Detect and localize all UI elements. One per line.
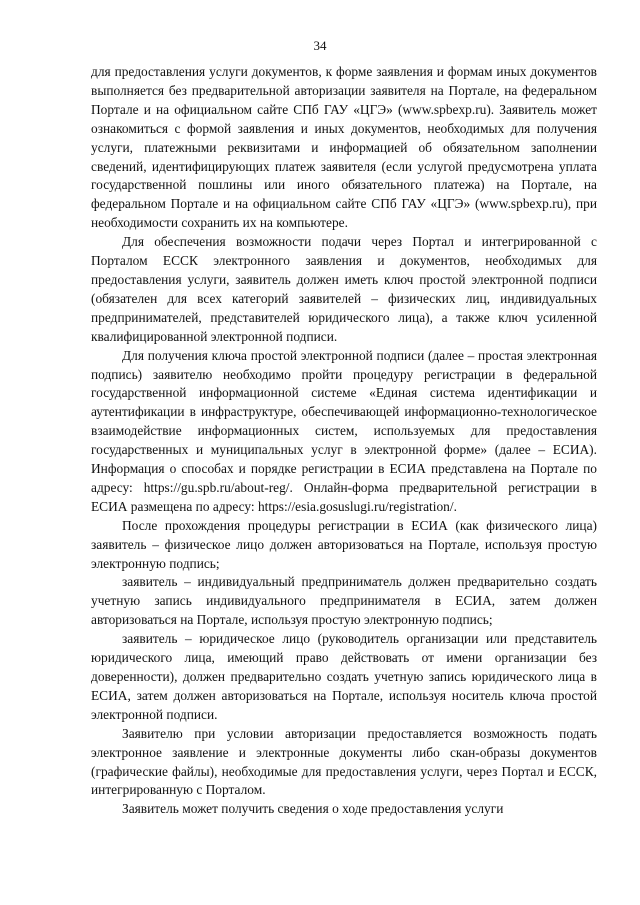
paragraph-legal-entity-authorization: заявитель – юридическое лицо (руководитель организации или представитель юридического лица, имеющий право действовать от имени организации без доверенности), должен предварительно создать учетную запись юридического лица в ЕСИА, затем должен авторизоваться на Портале, используя носитель ключа простой электронной подписи. — [91, 631, 597, 722]
paragraph-status-info: Заявитель может получить сведения о ходе предоставления услуги — [122, 801, 504, 817]
paragraph-esia-registration: Для получения ключа простой электронной подписи (далее – простая электронная подпись) заявителю необходимо пройти процедуру регистрации в федеральной государственной информационной системе «Единая система идентификации и аутентификации в инфраструктуре, обеспечивающей информационно-технологическое взаимодействие информационных систем, используемых для предоставления государственных и муниципальных услуг в электронной форме» (далее – ЕСИА). Информация о способах и порядке регистрации в ЕСИА представлена на Портале по адресу: https://gu.spb.ru/about-reg/. Онлайн-форма предварительной регистрации в ЕСИА размещена по адресу: https://esia.gosuslugi.ru/registration/. — [91, 347, 597, 514]
body-text — [91, 63, 597, 819]
paragraph-entrepreneur-authorization: заявитель – индивидуальный предприниматель должен предварительно создать учетную запись индивидуального предпринимателя в ЕСИА, затем должен авторизоваться на Портале, используя простую электронную подпись; — [91, 574, 597, 628]
paragraph-form-access: для предоставления услуги документов, к форме заявления и формам иных документов выполняется без предварительной авторизации заявителя на Портале, на федеральном Портале и на официальном сайте СПб ГАУ «ЦГЭ» (www.spbexp.ru). Заявитель может ознакомиться с формой заявления и иных документов, необходимых для получения услуги, платежными реквизитами и информацией об обязательном заполнении сведений, идентифицирующих платеж заявителя (если услугой предусмотрена уплата государственной пошлины или иного обязательного платежа) на Портале, на федеральном Портале и на официальном сайте СПб ГАУ «ЦГЭ» (www.spbexp.ru), при необходимости сохранить их на компьютере. — [91, 64, 597, 231]
paragraph-signature-requirement: Для обеспечения возможности подачи через Портал и интегрированной с Порталом ЕССК электронного заявления и документов, необходимых для предоставления услуги, заявитель должен иметь ключ простой электронной подписи (обязателен для всех категорий заявителей – физических лиц, индивидуальных предпринимателей, представителей юридического лица), а также ключ усиленной квалифицированной электронной подписи. — [91, 234, 597, 344]
paragraph-electronic-submission: Заявителю при условии авторизации предоставляется возможность подать электронное заявление и электронные документы либо скан-образы документов (графические файлы), необходимые для предоставления услуги, через Портал и ЕССК, интегрированную с Порталом. — [91, 725, 597, 798]
page-number: 34 — [313, 38, 327, 53]
paragraph-individual-authorization: После прохождения процедуры регистрации в ЕСИА (как физического лица) заявитель – физическое лицо должен авторизоваться на Портале, используя простую электронную подпись; — [91, 517, 597, 571]
